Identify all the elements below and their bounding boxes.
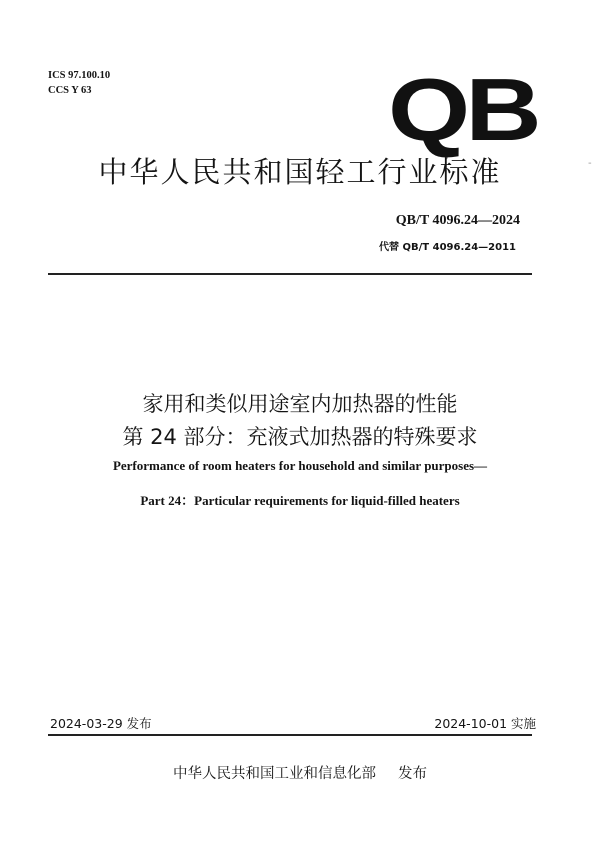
effective-date: 2024-10-01 实施 (434, 716, 536, 731)
issuer-line (0, 762, 600, 783)
ics-code: ICS 97.100.10 (48, 70, 111, 81)
title-cn-line2: 第 24 部分：充液式加热器的特殊要求 (122, 425, 478, 449)
top-divider (48, 273, 532, 275)
ccs-code: CCS Y 63 (48, 85, 92, 96)
qb-logo: QB (388, 60, 537, 159)
issuer-name: 中华人民共和国工业和信息化部 (173, 766, 376, 782)
title-en-line2: Part 24：Particular requirements for liquid-filled heaters (140, 493, 460, 508)
title-en-line1: Performance of room heaters for household and similar purposes— (112, 458, 488, 473)
issue-date: 2024-03-29 发布 (50, 716, 152, 731)
standard-number: QB/T 4096.24—2024 (395, 213, 520, 228)
classification-codes (48, 68, 110, 98)
bottom-divider (48, 734, 532, 736)
standard-title: 中华人民共和国轻工行业标准 (98, 155, 502, 189)
issuer-action: 发布 (398, 766, 427, 782)
replaces-note: 代替 QB/T 4096.24—2011 (379, 242, 516, 253)
title-cn-line1: 家用和类似用途室内加热器的性能 (142, 392, 458, 416)
margin-mark: - (588, 158, 592, 169)
